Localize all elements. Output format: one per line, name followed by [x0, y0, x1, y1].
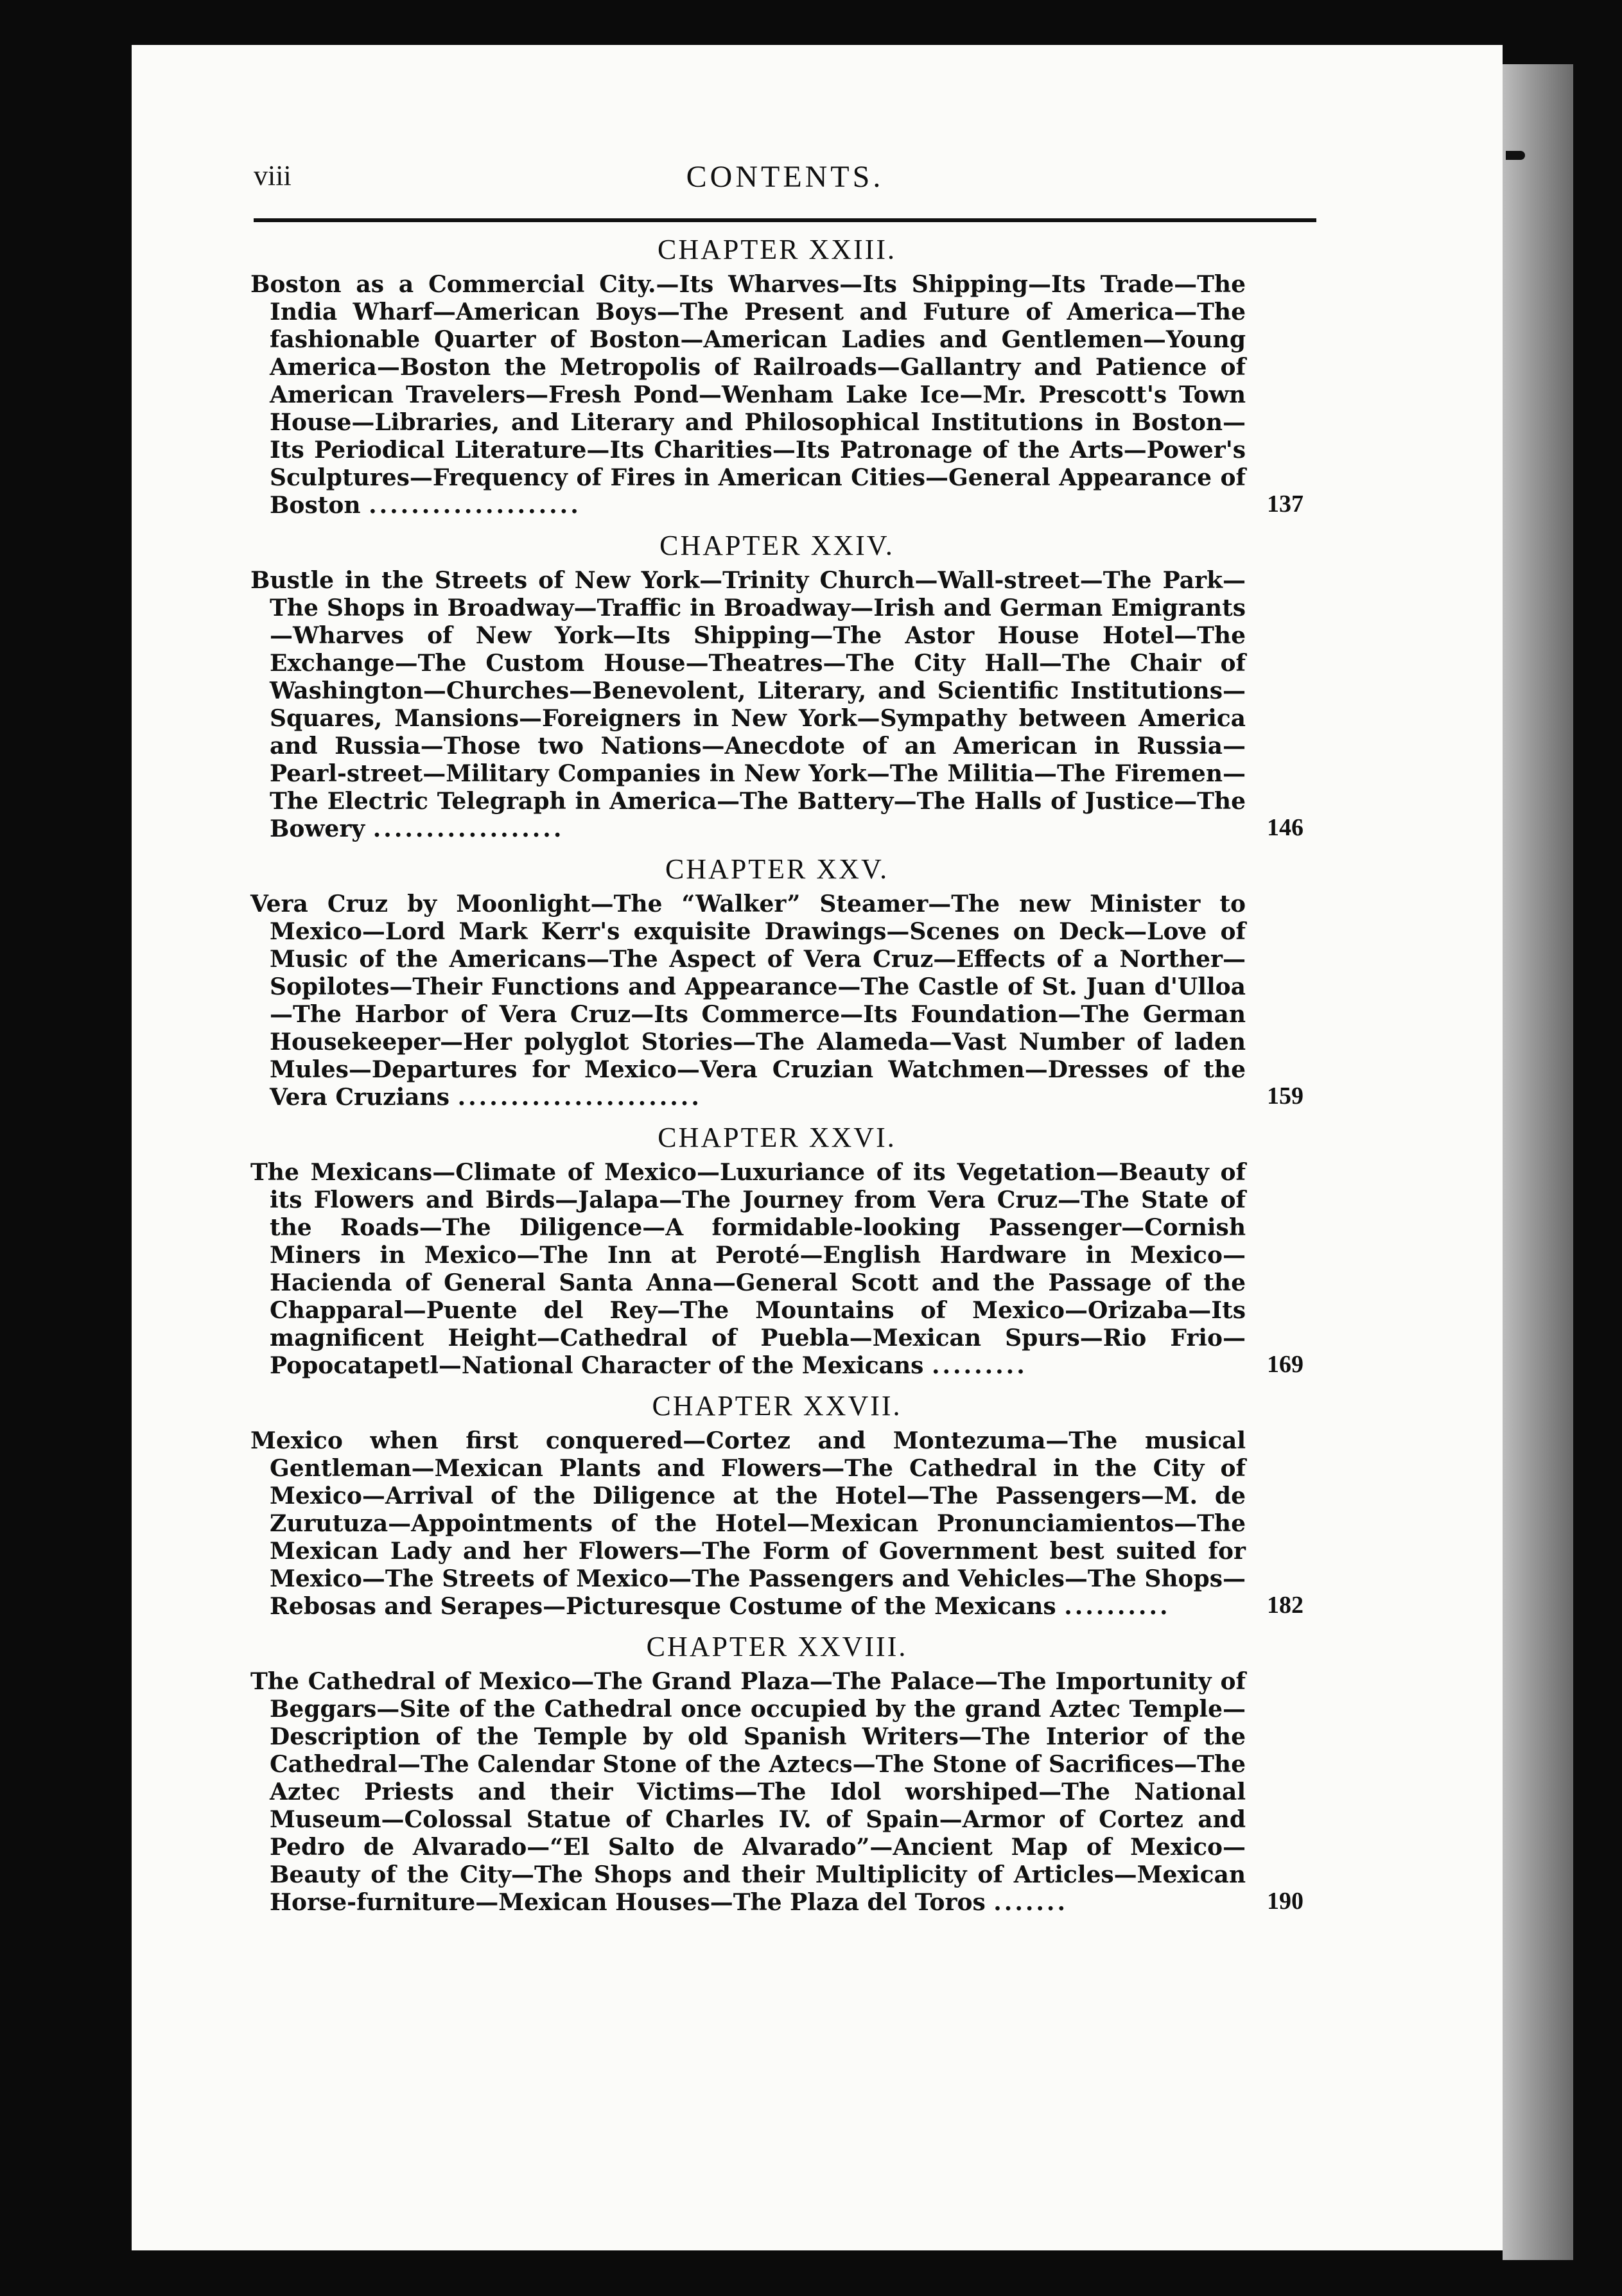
- chapter-title: CHAPTER XXIV.: [659, 530, 894, 561]
- chapter-title: CHAPTER XXVII.: [652, 1390, 902, 1422]
- chapter-summary-text: The Cathedral of Mexico—The Grand Plaza—The Palace—The Importunity of Beggars—Site of the Cathedral once occupied by the grand Aztec Temple—Description of the Temple by old Spanish Writers—The Interior of the Cathedral—The Calendar Stone of the Aztecs—The Stone of Sacrifices—The Aztec Priests and their Victims—The Idol worshiped—The National Museum—Colossal Statue of Charles IV. of Spain—Armor of Cortez and Pedro de Alvarado—“El Salto de Alvarado”—Ancient Map of Mexico—Beauty of the City—The Shops and their Multiplicity of Articles—Mexican Horse-furniture—Mexican Houses—The Plaza del Toros: [250, 1668, 1246, 1916]
- chapter-summary-text: Vera Cruz by Moonlight—The “Walker” Steamer—The new Minister to Mexico—Lord Mark Kerr's exquisite Drawings—Scenes on Deck—Love of Music of the Americans—The Aspect of Vera Cruz—Effects of a Norther—Sopilotes—Their Functions and Appearance—The Castle of St. Juan d'Ulloa—The Harbor of Vera Cruz—Its Commerce—Its Foundation—The German Housekeeper—Her polyglot Stories—The Alameda—Vast Number of laden Mules—Departures for Mexico—Vera Cruzian Watchmen—Dresses of the Vera Cruzians: [250, 891, 1246, 1111]
- page-header: [254, 159, 1316, 204]
- chapter-title: CHAPTER XXVI.: [658, 1122, 896, 1153]
- chapter-summary: [250, 1159, 1304, 1380]
- chapter-summary: [250, 271, 1304, 519]
- contents-list: [250, 231, 1304, 1924]
- chapter-title: CHAPTER XXIII.: [658, 234, 896, 265]
- dot-leader: ..................: [372, 815, 564, 842]
- page-edge-mark: [1506, 151, 1525, 160]
- running-title: CONTENTS.: [686, 160, 884, 194]
- chapter-summary-text: The Mexicans—Climate of Mexico—Luxuriance of its Vegetation—Beauty of its Flowers and Birds—Jalapa—The Journey from Vera Cruz—The State of the Roads—The Diligence—A formidable-looking Passenger—Cornish Miners in Mexico—The Inn at Peroté—English Hardware in Mexico—Hacienda of General Santa Anna—General Scott and the Passage of the Chapparal—Puente del Rey—The Mountains of Mexico—Orizaba—Its magnificent Height—Cathedral of Puebla—Mexican Spurs—Rio Frio—Popocatapetl—National Character of the Mexicans: [250, 1159, 1246, 1379]
- chapter-page-number: 137: [1267, 491, 1304, 517]
- chapter-page-number: 190: [1267, 1888, 1304, 1915]
- dot-leader: .......: [993, 1889, 1068, 1916]
- chapter-page-number: 146: [1267, 814, 1304, 841]
- chapter-summary: [250, 567, 1304, 843]
- chapter-page-number: 182: [1267, 1592, 1304, 1619]
- chapter-title: CHAPTER XXVIII.: [646, 1631, 908, 1662]
- chapter-entry: [250, 851, 1304, 1111]
- page-number: viii: [254, 160, 292, 191]
- page-gutter-shadow: [1503, 64, 1573, 2260]
- chapter-summary: [250, 1668, 1304, 1917]
- chapter-summary-text: Bustle in the Streets of New York—Trinity Church—Wall-street—The Park—The Shops in Broadway—Traffic in Broadway—Irish and German Emigrants—Wharves of New York—Its Shipping—The Astor House Hotel—The Exchange—The Custom House—Theatres—The City Hall—The Chair of Washington—Churches—Benevolent, Literary, and Scientific Institutions—Squares, Mansions—Foreigners in New York—Sympathy between America and Russia—Those two Nations—Anecdote of an American in Russia—Pearl-street—Military Companies in New York—The Militia—The Firemen—The Electric Telegraph in America—The Battery—The Halls of Justice—The Bowery: [250, 567, 1246, 842]
- header-rule: [254, 218, 1316, 222]
- dot-leader: ..........: [1064, 1593, 1171, 1620]
- chapter-page-number: 169: [1267, 1351, 1304, 1378]
- chapter-page-number: 159: [1267, 1083, 1304, 1109]
- chapter-summary: [250, 891, 1304, 1111]
- chapter-entry: [250, 1628, 1304, 1917]
- chapter-entry: [250, 1387, 1304, 1621]
- dot-leader: .......................: [457, 1084, 702, 1111]
- dot-leader: ....................: [369, 492, 581, 519]
- chapter-entry: [250, 527, 1304, 843]
- chapter-summary-text: Boston as a Commercial City.—Its Wharves—Its Shipping—Its Trade—The India Wharf—American Boys—The Present and Future of America—The fashionable Quarter of Boston—American Ladies and Gentlemen—Young America—Boston the Metropolis of Railroads—Gallantry and Patience of American Travelers—Fresh Pond—Wenham Lake Ice—Mr. Prescott's Town House—Libraries, and Literary and Philosophical Institutions in Boston—Its Periodical Literature—Its Charities—Its Patronage of the Arts—Power's Sculptures—Frequency of Fires in American Cities—General Appearance of Boston: [250, 271, 1246, 519]
- chapter-summary: [250, 1427, 1304, 1621]
- dot-leader: .........: [931, 1352, 1027, 1379]
- chapter-summary-text: Mexico when first conquered—Cortez and Montezuma—The musical Gentleman—Mexican Plants and Flowers—The Cathedral in the City of Mexico—Arrival of the Diligence at the Hotel—The Passengers—M. de Zurutuza—Appointments of the Hotel—Mexican Pronunciamientos—The Mexican Lady and her Flowers—The Form of Government best suited for Mexico—The Streets of Mexico—The Passengers and Vehicles—The Shops—Rebosas and Serapes—Picturesque Costume of the Mexicans: [250, 1427, 1246, 1620]
- chapter-entry: [250, 231, 1304, 519]
- chapter-entry: [250, 1119, 1304, 1380]
- chapter-title: CHAPTER XXV.: [665, 853, 889, 885]
